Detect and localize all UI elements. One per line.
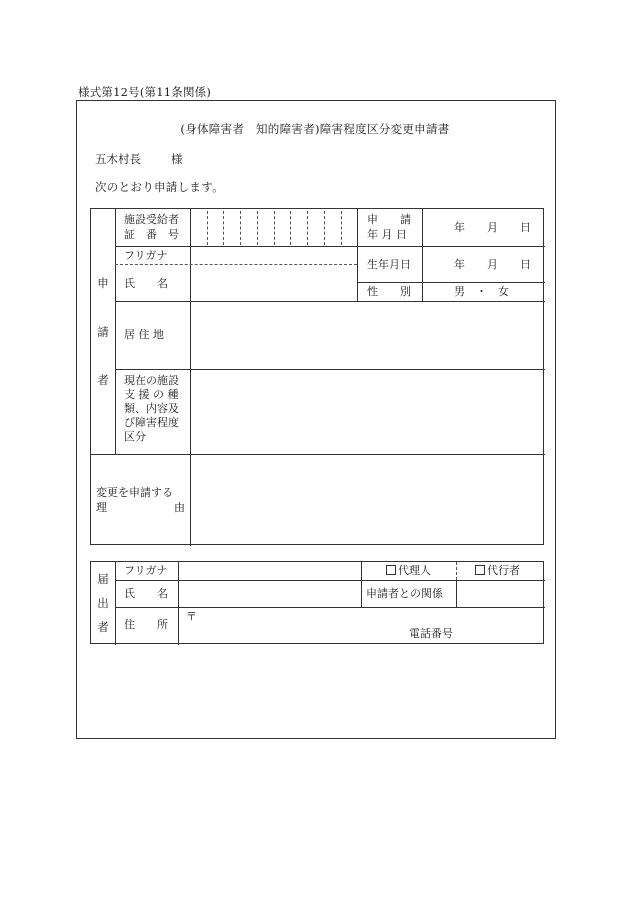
intro-text: 次のとおり申請します。 (95, 180, 224, 194)
divider (178, 562, 179, 645)
notifier-table (90, 561, 544, 644)
birth-date-value[interactable]: 年 月 日 (454, 258, 531, 271)
divider (115, 301, 545, 302)
agent-option[interactable] (386, 563, 431, 578)
cert-digit-divider (307, 211, 308, 245)
application-date-label: 申 請 (367, 213, 411, 226)
cert-label: 証 番 号 (124, 228, 179, 241)
birth-date-label: 生年月日 (367, 258, 411, 271)
divider (115, 246, 545, 247)
service-label: び障害程度 (124, 416, 179, 429)
addressee-name: 五木村長 (95, 152, 141, 166)
divider (115, 607, 545, 608)
cert-digit-divider (223, 211, 224, 245)
furigana-label: フリガナ (124, 249, 168, 262)
cert-label: 施設受給者 (124, 213, 179, 226)
divider (115, 562, 116, 645)
notifier-section-char: 届 (97, 572, 109, 586)
addressee-honorific: 様 (171, 152, 183, 166)
divider (357, 209, 358, 301)
checkbox-icon[interactable] (475, 565, 485, 575)
applicant-section-char: 申 (97, 276, 109, 290)
notifier-address-label: 住 所 (124, 618, 168, 631)
cert-digit-divider (324, 211, 325, 245)
reason-label: 由 (174, 501, 185, 514)
divider (361, 562, 362, 608)
agent-option-label: 代理人 (398, 564, 431, 577)
residence-label: 居 住 地 (124, 328, 164, 341)
service-label: 区分 (124, 430, 146, 443)
service-label: 現在の施設 (124, 374, 179, 387)
divider (422, 209, 423, 301)
service-label: 類、内容及 (124, 402, 179, 415)
relationship-label: 申請者との関係 (366, 587, 443, 600)
divider (456, 562, 457, 580)
notifier-furigana-label: フリガナ (124, 564, 168, 577)
addressee (95, 151, 183, 167)
applicant-section-char: 請 (97, 325, 109, 339)
application-date-value[interactable]: 年 月 日 (454, 221, 531, 234)
application-date-label: 年 月 日 (367, 228, 407, 241)
notifier-name-label: 氏 名 (124, 587, 168, 600)
cert-digit-divider (290, 211, 291, 245)
reason-label: 変更を申請する (96, 486, 173, 499)
reason-label: 理 (96, 501, 107, 514)
name-label: 氏 名 (124, 277, 168, 290)
divider (456, 581, 457, 608)
cert-digit-divider (257, 211, 258, 245)
applicant-table (90, 208, 544, 545)
applicant-section-char: 者 (97, 373, 109, 387)
divider (115, 369, 545, 370)
cert-digit-divider (341, 211, 342, 245)
sex-value[interactable]: 男 ・ 女 (454, 285, 509, 298)
divider (115, 580, 545, 581)
service-label: 支 援 の 種 (124, 388, 179, 401)
divider (115, 264, 357, 265)
phone-label: 電話番号 (409, 627, 453, 640)
form-title: (身体障害者 知的障害者)障害程度区分変更申請書 (180, 122, 450, 136)
notifier-section-char: 者 (97, 620, 109, 634)
proxy-option[interactable] (475, 563, 520, 578)
proxy-option-label: 代行者 (487, 564, 520, 577)
divider (357, 282, 545, 283)
notifier-section-char: 出 (97, 596, 109, 610)
cert-digit-divider (274, 211, 275, 245)
sex-label: 性 別 (367, 285, 411, 298)
divider (91, 454, 545, 455)
divider (190, 209, 191, 546)
checkbox-icon[interactable] (386, 565, 396, 575)
postal-mark: 〒 (186, 610, 197, 623)
form-number: 様式第12号(第11条関係) (78, 85, 212, 99)
cert-digit-divider (207, 211, 208, 245)
cert-digit-divider (240, 211, 241, 245)
